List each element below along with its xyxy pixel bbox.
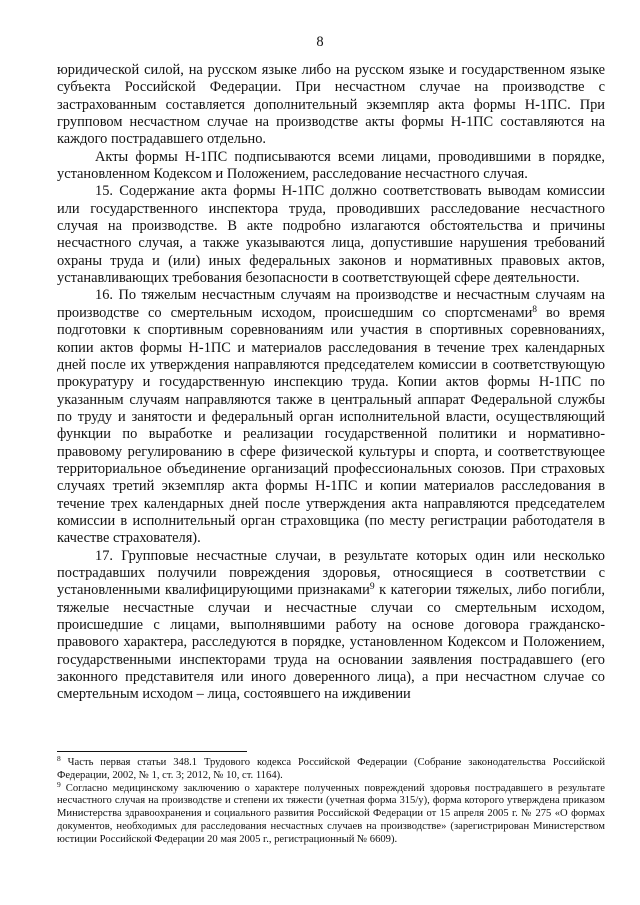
paragraph-15: 15. Содержание акта формы Н-1ПС должно соответствовать выводам комиссии или государственного инспектора труда, проводивших расследование несчастного случая на производстве. В акте подробно излагаются обстоятельства и причины несчастного случая, а также указываются лица, допустившие нарушения требований охраны труда и (или) иных федеральных законов и нормативных правовых актов, устанавливающих требования безопасности в соответствующей сфере деятельности. [57,183,605,287]
paragraph-16 [57,287,605,547]
paragraph-17-text-start: 17. Групповые несчастные случаи, в результате которых один или несколько пострадавших получили повреждения здоровья, относящиеся в соответствии с установленными квалифицирующими признаками [57,547,605,599]
paragraph-16-text-end: во время подготовки к спортивным соревнованиям или участия в спортивных соревнованиях, копии актов формы Н-1ПС и материалов расследования в течение трех календарных дней после их утверждения направляются председателем комиссии в соответствующую прокуратуру и государственную инспекцию труда. Копии актов формы Н-1ПС по указанным случаям направляются также в центральный аппарат Федеральной службы по труду и занятости и федеральный орган исполнительной власти, осуществляющий функции по выработке и реализации государственной политики и нормативно-правовому регулированию в сфере физической культуры и спорта, и соответствующее территориальное объединение организаций профессиональных союзов. При страховых случаях третий экземпляр акта формы Н-1ПС и копии материалов расследования в течение трех календарных дней после утверждения акта направляются председателем комиссии в исполнительный орган страховщика (по месту регистрации работодателя в качестве страхователя). [57,304,605,547]
page-number: 8 [316,34,324,50]
document-body [57,62,605,704]
footnote-mark-8: 8 [57,754,61,763]
footnote-divider [57,751,247,752]
footnotes-section [57,751,605,847]
paragraph-17-text-end: к категории тяжелых, либо погибли, тяжелые несчастные случаи и несчастные случаи со смертельным исходом, происшедшие с лицами, выполнявшими работу на основе договора гражданско-правового характера, расследуются в порядке, установленном Кодексом и Положением, государственными инспекторами труда на основании заявления пострадавшего (его законного представителя или иного доверенного лица), а при несчастном случае со смертельным исходом – лица, состоявшего на иждивении [57,582,605,703]
paragraph-16-text-start: 16. По тяжелым несчастным случаям на производстве и несчастным случаям на производстве со смертельным исходом, происшедшим со спортсменами [57,287,605,321]
footnote-mark-9: 9 [57,779,61,789]
paragraph-17 [57,548,605,704]
footnote-9 [57,779,605,847]
footnote-8-text: Часть первая статьи 348.1 Трудового кодекса Российской Федерации (Собрание законодательства Российской Федерации, 2002, № 1, ст. 3; 2012, № 10, ст. 1164). [57,757,605,781]
footnote-9-text: Согласно медицинскому заключению о характере полученных повреждений здоровья пострадавшего в результате несчастного случая на производстве и степени их тяжести (учетная форма 315/у), форма которого утверждена приказом Министерства здравоохранения и социального развития Российской Федерации от 15 апреля 2005 г. № 275 «О формах документов, необходимых для расследования несчастных случаев на производстве» (зарегистрирован Министерством юстиции Российской Федерации 20 мая 2005 г., регистрационный № 6609). [57,782,605,845]
footnote-reference-8[interactable]: 8 [532,304,538,315]
footnote-8 [57,754,605,783]
footnote-reference-9[interactable]: 9 [369,582,375,593]
paragraph-signing: Акты формы Н-1ПС подписываются всеми лицами, проводившими в порядке, установленном Кодексом и Положением, расследование несчастного случая. [57,148,605,183]
paragraph-continuation: юридической силой, на русском языке либо на русском языке и государственном языке субъекта Российской Федерации. При несчастном случае на производстве с застрахованным составляется дополнительный экземпляр акта формы Н-1ПС. При групповом несчастном случае на производстве акты формы Н-1ПС составляются на каждого пострадавшего отдельно. [57,62,605,148]
